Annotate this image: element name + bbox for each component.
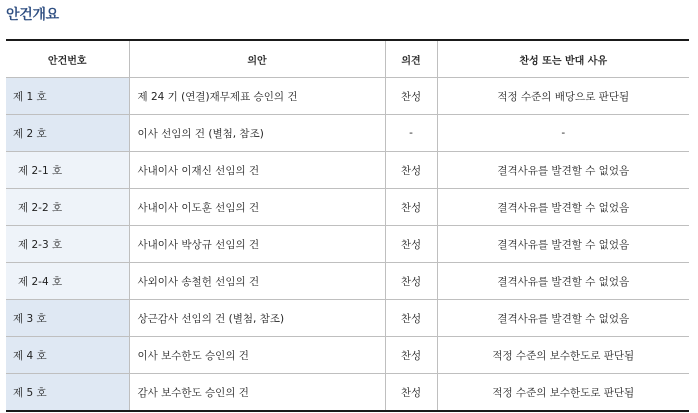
- reason: 결격사유를 발견할 수 없었음: [437, 300, 689, 337]
- table-row: [6, 300, 689, 337]
- reason: 결격사유를 발견할 수 없었음: [437, 226, 689, 263]
- agenda-item: 사내이사 박상규 선임의 건: [129, 226, 385, 263]
- agenda-item: 이사 보수한도 승인의 건: [129, 337, 385, 374]
- reason: 결격사유를 발견할 수 없었음: [437, 263, 689, 300]
- agenda-number: 제 5 호: [6, 374, 129, 412]
- agenda-number: 제 4 호: [6, 337, 129, 374]
- table-row: [6, 337, 689, 374]
- opinion: 찬성: [385, 300, 437, 337]
- agenda-number: 제 2-2 호: [6, 189, 129, 226]
- agenda-number: 제 3 호: [6, 300, 129, 337]
- header-agenda-number: 안건번호: [6, 40, 129, 78]
- opinion: 찬성: [385, 152, 437, 189]
- reason: 적정 수준의 배당으로 판단됨: [437, 78, 689, 115]
- opinion: 찬성: [385, 78, 437, 115]
- header-opinion: 의견: [385, 40, 437, 78]
- table-row: [6, 152, 689, 189]
- agenda-number: 제 2 호: [6, 115, 129, 152]
- table-row: [6, 374, 689, 412]
- table-row: [6, 189, 689, 226]
- opinion: 찬성: [385, 226, 437, 263]
- agenda-item: 이사 선임의 건 (별첨, 참조): [129, 115, 385, 152]
- table-row: [6, 263, 689, 300]
- reason: 결격사유를 발견할 수 없었음: [437, 189, 689, 226]
- section-title: 안건개요: [6, 7, 59, 23]
- table-row: [6, 226, 689, 263]
- header-agenda-item: 의안: [129, 40, 385, 78]
- reason: 적정 수준의 보수한도로 판단됨: [437, 337, 689, 374]
- opinion: 찬성: [385, 374, 437, 412]
- opinion: 찬성: [385, 189, 437, 226]
- agenda-number: 제 2-4 호: [6, 263, 129, 300]
- header-reason: 찬성 또는 반대 사유: [437, 40, 689, 78]
- agenda-item: 사내이사 이재신 선임의 건: [129, 152, 385, 189]
- reason: -: [437, 115, 689, 152]
- reason: 적정 수준의 보수한도로 판단됨: [437, 374, 689, 412]
- agenda-item: 사내이사 이도훈 선임의 건: [129, 189, 385, 226]
- agenda-item: 제 24 기 (연결)재무제표 승인의 건: [129, 78, 385, 115]
- agenda-number: 제 2-1 호: [6, 152, 129, 189]
- table-header-row: [6, 40, 689, 78]
- agenda-number: 제 1 호: [6, 78, 129, 115]
- agenda-table: [6, 39, 689, 412]
- agenda-item: 상근감사 선임의 건 (별첨, 참조): [129, 300, 385, 337]
- agenda-item: 사외이사 송철헌 선임의 건: [129, 263, 385, 300]
- opinion: -: [385, 115, 437, 152]
- table-row: [6, 115, 689, 152]
- reason: 결격사유를 발견할 수 없었음: [437, 152, 689, 189]
- agenda-number: 제 2-3 호: [6, 226, 129, 263]
- opinion: 찬성: [385, 263, 437, 300]
- opinion: 찬성: [385, 337, 437, 374]
- table-row: [6, 78, 689, 115]
- agenda-item: 감사 보수한도 승인의 건: [129, 374, 385, 412]
